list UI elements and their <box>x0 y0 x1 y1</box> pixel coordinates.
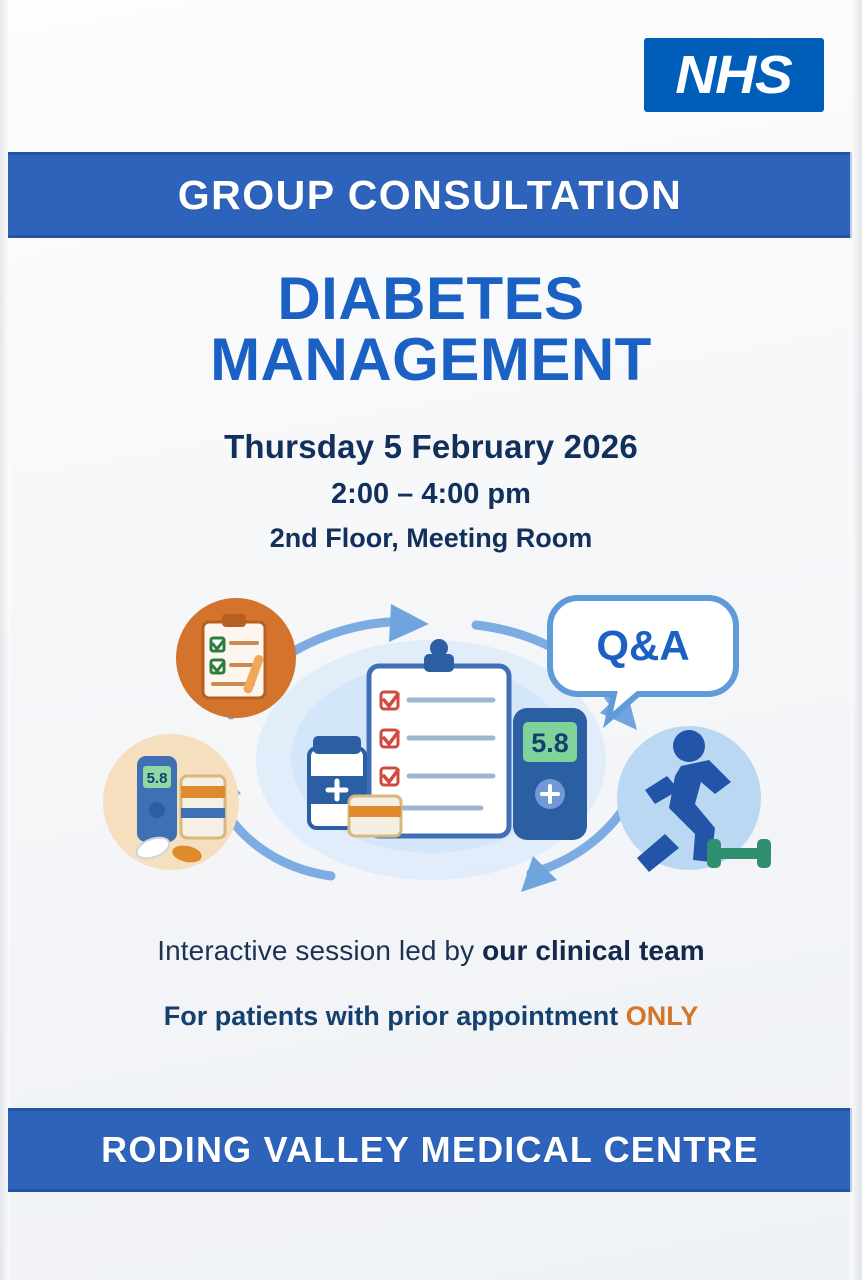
nhs-logo <box>644 38 824 112</box>
glucose-meter-main-icon <box>513 708 587 840</box>
exercise-icon <box>617 726 771 872</box>
glucose-reading-small: 5.8 <box>146 770 168 787</box>
page-title <box>0 265 862 394</box>
event-details <box>0 428 862 554</box>
title-line-1: DIABETES <box>277 265 585 332</box>
top-banner <box>8 152 852 238</box>
glucose-reading-main: 5.8 <box>531 728 569 758</box>
appointment-note-emphasis: ONLY <box>625 1001 699 1031</box>
event-time: 2:00 – 4:00 pm <box>331 478 531 510</box>
title-line-2: MANAGEMENT <box>210 326 652 394</box>
session-lead-prefix: Interactive session led by <box>157 935 483 966</box>
nhs-logo-text: NHS <box>675 45 793 105</box>
illustration-svg <box>81 580 781 920</box>
bottom-banner-label: RODING VALLEY MEDICAL CENTRE <box>101 1129 759 1170</box>
appointment-note-line <box>0 1001 862 1032</box>
top-banner-label: GROUP CONSULTATION <box>177 171 683 218</box>
footer-text <box>0 935 862 1032</box>
event-date: Thursday 5 February 2026 <box>224 428 638 465</box>
qa-bubble-text: Q&A <box>596 622 690 669</box>
glucose-meter-supplies-icon <box>103 734 239 870</box>
session-lead-bold: our clinical team <box>482 935 705 966</box>
event-location: 2nd Floor, Meeting Room <box>269 523 593 553</box>
illustration <box>81 580 781 920</box>
appointment-note-prefix: For patients with prior appointment <box>163 1001 626 1031</box>
session-lead-line <box>0 935 862 967</box>
clipboard-checklist-icon <box>176 598 296 718</box>
bottom-banner <box>8 1108 852 1192</box>
